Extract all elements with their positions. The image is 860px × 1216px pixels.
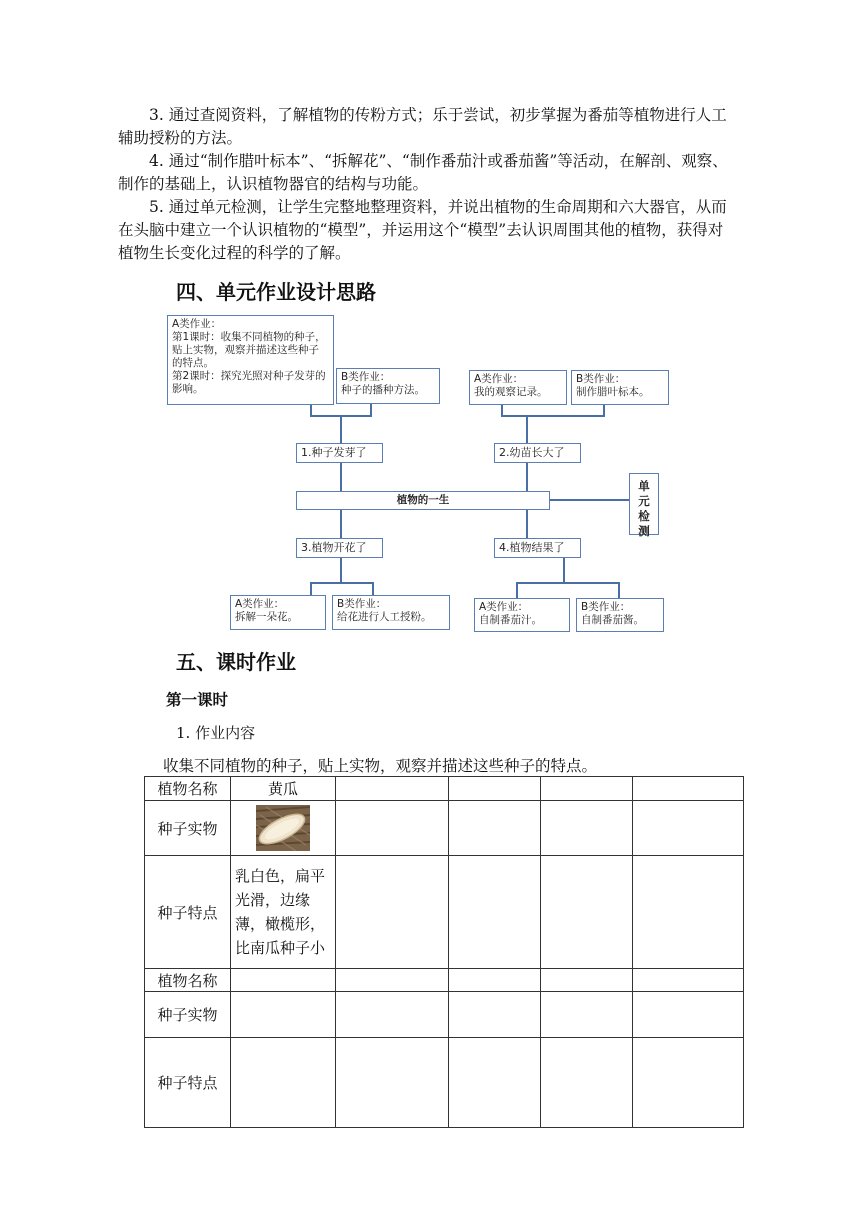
center-box: 植物的一生 bbox=[296, 491, 550, 510]
stage3-homework-a: A类作业： 拆解一朵花。 bbox=[230, 595, 326, 630]
task-description: 收集不同植物的种子，贴上实物，观察并描述这些种子的特点。 bbox=[163, 757, 598, 775]
label-seed-sample: 种子实物 bbox=[145, 801, 231, 856]
stage-1-box: 1.种子发芽了 bbox=[296, 443, 383, 463]
stage4-homework-a: A类作业： 自制番茄汁。 bbox=[474, 598, 570, 632]
table-row bbox=[145, 969, 744, 992]
seed-photo-cell bbox=[231, 801, 336, 856]
stage-3-box: 3.植物开花了 bbox=[296, 538, 383, 558]
label-seed-feature: 种子特点 bbox=[145, 856, 231, 969]
stage4-homework-b: B类作业： 自制番茄酱。 bbox=[576, 598, 664, 632]
seed-feature-cell: 乳白色，扁平光滑，边缘薄，橄榄形，比南瓜种子小 bbox=[231, 856, 336, 969]
stage-4-box: 4.植物结果了 bbox=[494, 538, 581, 558]
plant-name-cell: 黄瓜 bbox=[231, 777, 336, 801]
lesson-1-title: 第一课时 bbox=[166, 691, 229, 709]
objective-3: 3. 通过查阅资料，了解植物的传粉方式；乐于尝试，初步掌握为番茄等植物进行人工辅助授粉的方法。 bbox=[118, 106, 727, 147]
table-row bbox=[145, 801, 744, 856]
section-5-title: 五、课时作业 bbox=[176, 650, 296, 674]
table-row bbox=[145, 992, 744, 1038]
stage2-homework-b: B类作业： 制作腊叶标本。 bbox=[571, 370, 669, 405]
stage1-homework-b: B类作业： 种子的播种方法。 bbox=[336, 368, 440, 404]
label-seed-feature-2: 种子特点 bbox=[145, 1038, 231, 1128]
table-row bbox=[145, 856, 744, 969]
stage2-homework-a: A类作业： 我的观察记录。 bbox=[469, 370, 567, 405]
stage1-homework-a: A类作业： 第1课时：收集不同植物的种子，贴上实物，观察并描述这些种子的特点。 第2课时：探究光照对种子发芽的影响。 bbox=[167, 315, 334, 405]
item-1-heading: 1. 作业内容 bbox=[176, 724, 256, 742]
seed-table bbox=[144, 776, 744, 1128]
unit-test-box: 单 元 检 测 bbox=[629, 473, 659, 535]
label-plant-name: 植物名称 bbox=[145, 777, 231, 801]
label-plant-name-2: 植物名称 bbox=[145, 969, 231, 992]
stage-2-box: 2.幼苗长大了 bbox=[494, 443, 581, 463]
table-row bbox=[145, 1038, 744, 1128]
objective-4: 4. 通过“制作腊叶标本”、“拆解花”、“制作番茄汁或番茄酱”等活动，在解剖、观察、制作的基础上，认识植物器官的结构与功能。 bbox=[118, 152, 728, 193]
cucumber-seed-image bbox=[256, 805, 310, 851]
objective-5: 5. 通过单元检测，让学生完整地整理资料，并说出植物的生命周期和六大器官，从而在头脑中建立一个认识植物的“模型”，并运用这个“模型”去认识周围其他的植物，获得对植物生长变化过程的科学的了解。 bbox=[118, 198, 727, 262]
section-4-title: 四、单元作业设计思路 bbox=[176, 280, 376, 304]
stage3-homework-b: B类作业： 给花进行人工授粉。 bbox=[332, 595, 450, 630]
label-seed-sample-2: 种子实物 bbox=[145, 992, 231, 1038]
table-row bbox=[145, 777, 744, 801]
